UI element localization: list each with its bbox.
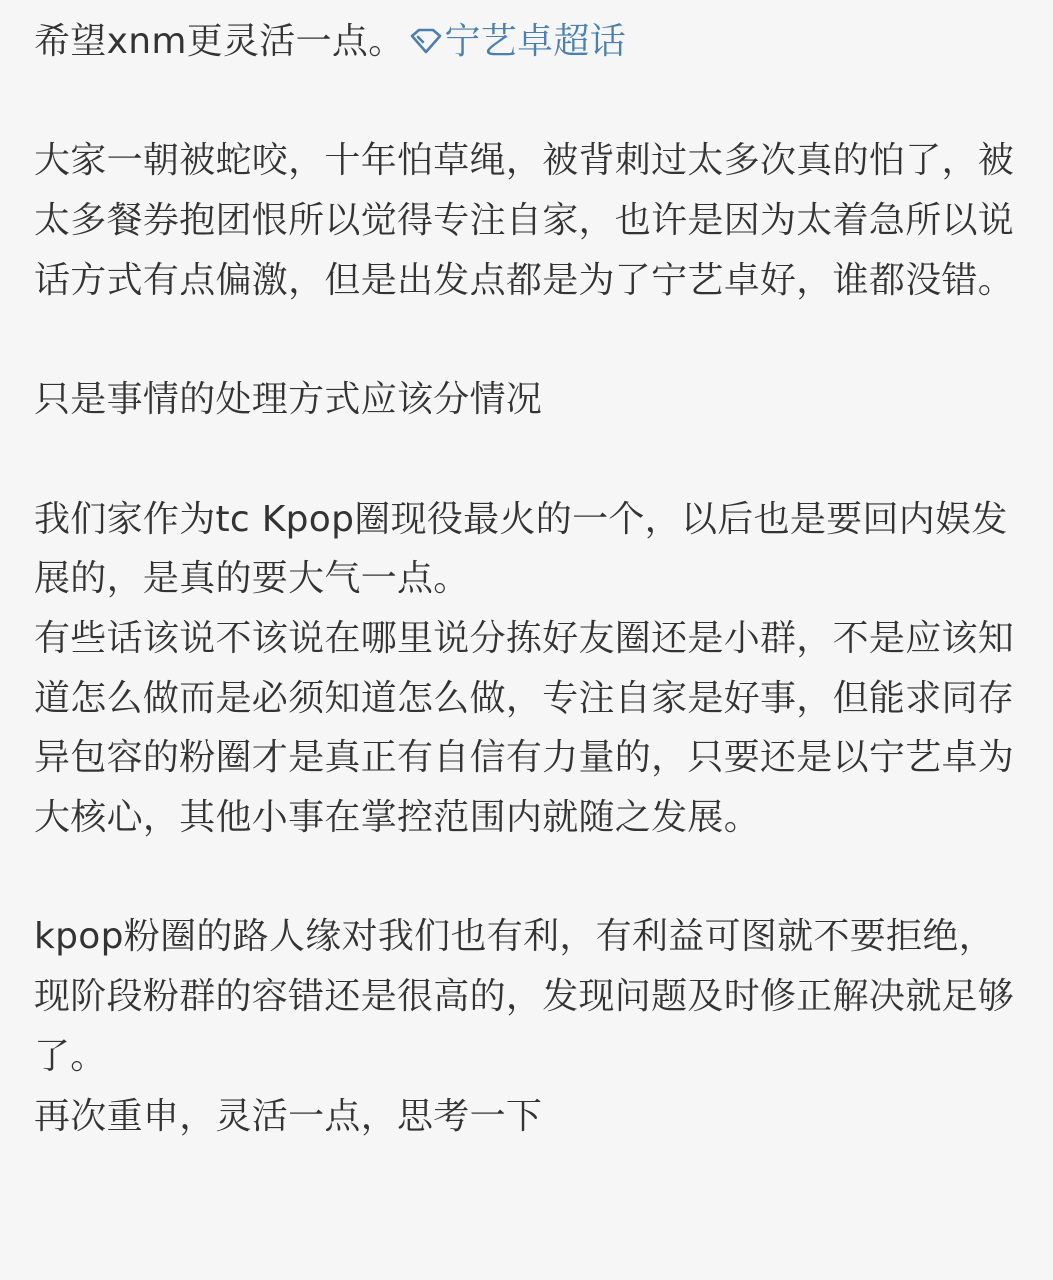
topic-label: 宁艺卓超话 (444, 21, 627, 62)
paragraph-2: 只是事情的处理方式应该分情况 (34, 379, 543, 421)
paragraph-gap (34, 72, 1024, 132)
paragraph-5: kpop粉圈的路人缘对我们也有利，有利益可图就不要拒绝，现阶段粉群的容错还是很高的，发现问题及时修正解决就足够了。 (34, 916, 1015, 1077)
paragraph-6: 再次重申，灵活一点，思考一下 (34, 1095, 543, 1137)
paragraph-3: 我们家作为tc Kpop圈现役最火的一个，以后也是要回内娱发展的，是真的要大气一点。 (34, 498, 1008, 600)
post-body (34, 12, 1024, 1146)
topic-link[interactable] (405, 21, 627, 62)
paragraph-gap (34, 430, 1024, 490)
paragraph-gap (34, 848, 1024, 908)
post-intro (34, 12, 1024, 72)
paragraph-gap (34, 311, 1024, 371)
paragraph-4: 有些话该说不该说在哪里说分拣好友圈还是小群，不是应该知道怎么做而是必须知道怎么做，专注自家是好事，但能求同存异包容的粉圈才是真正有自信有力量的，只要还是以宁艺卓为大核心，其他小事在掌控范围内就随之发展。 (34, 617, 1015, 839)
diamond-icon (409, 28, 443, 54)
paragraph-1: 大家一朝被蛇咬，十年怕草绳，被背刺过太多次真的怕了，被太多餐券抱团恨所以觉得专注自家，也许是因为太着急所以说话方式有点偏激，但是出发点都是为了宁艺卓好，谁都没错。 (34, 140, 1015, 301)
intro-text: 希望xnm更灵活一点。 (34, 21, 405, 62)
